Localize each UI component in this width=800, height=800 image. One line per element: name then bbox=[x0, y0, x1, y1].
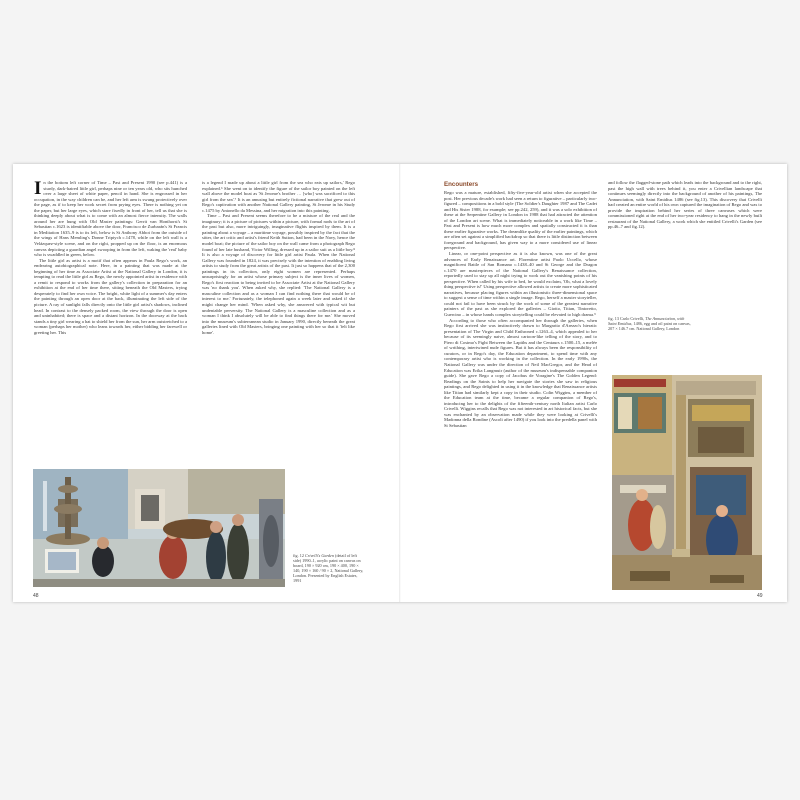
figure-title: The Annunciation, with Saint Emidius bbox=[608, 316, 685, 327]
figure-title: Crivelli's Garden bbox=[304, 553, 334, 558]
page-number-right: 49 bbox=[757, 593, 763, 599]
right-page-column-2 bbox=[608, 180, 762, 292]
paragraph: The little girl as artist is a motif that often appears in Paula Rego's work, an endearing autobiographical note. Here, in a painting that was made at the beginning of her time as Associate Artist at the National Gallery in London, it is tempting to read the little girl as Rego, the newly appointed artist in residence with a remit to respond to works from the gallery's collection in preparation for an exhibition at the end of her time there, sitting beneath the Old Masters, trying desperately to find her own voice. The bright, white light of a summer's day enters the painting through an open door at the back, illuminating the left side of the picture. A ray of sunlight falls directly onto the little girl artist's shadows, inclined head. In contrast to the densely packed room, the view through the door is open and uninhabited; there is space and a distant horizon. In the doorway at the back stands a tiny girl wearing a hat to shield her from the sun, her arm outstretched to a woman (perhaps her mother) who leans towards her, either bidding her farewell or greeting her. This bbox=[34, 257, 187, 335]
right-page-column-1 bbox=[444, 190, 597, 592]
figure-number: fig. 13 bbox=[608, 316, 619, 321]
figure-artist: Carlo Crivelli, bbox=[619, 316, 645, 321]
section-heading: Encounters bbox=[444, 181, 479, 188]
figure-detail: 1486, egg and oil paint on canvas, 207 × 146.7 cm. National Gallery, London bbox=[608, 321, 691, 332]
page-number-left: 48 bbox=[33, 593, 39, 599]
paragraph: and follow the flagged-stone path which leads into the background and to the right, past the high wall with trees behind it, you enter a Crivellian landscape that continues seemingly directly into the background of another of his paintings, The Annunciation, with Saint Emidius 1486 (see fig.13). This discovery that Crivelli had created an entire world of his own captured the imagination of Rego and was to provide the inspiration behind her series of three canvases which were commissioned right at the end of her two-year residency to hang in the newly built restaurant of the National Gallery, a work which she entitled Crivelli's Garden (see pp.46–7 and fig.12). bbox=[608, 180, 762, 230]
annunciation-image bbox=[612, 375, 762, 590]
left-page-column-2 bbox=[202, 180, 355, 456]
paragraph: Linear, or one-point perspective as it is also known, was one of the great advances of Early Renaissance art. Florentine artist Paolo Uccello, whose magnificent Battle of San Romano c.1438–40 and St George and the Dragon c.1470 are masterpieces of the National Gallery's Renaissance collection, reportedly used to stay up all night trying to work out the vanishing points of his perspective. When called by his wife to bed, he would exclaim, 'Oh, what a lovely thing perspective is!' Using perspective allowed artists to create more sophisticated narratives, because placing figures within an illusionistic three-dimensional space to suggest a sense of time within a single image. Rego, herself a master storyteller, could not fail to have been struck by the work of some of the greatest narrative painters of the past as she explored the galleries – Giotto, Titian, Tintoretto, Guercino – in whose hands complex storytelling could be elevated to high drama.⁹ bbox=[444, 251, 597, 318]
painting-illustration bbox=[33, 469, 285, 587]
figure-number: fig. 12 bbox=[293, 553, 304, 558]
right-figure-caption: fig. 13 Carlo Crivelli, The Annunciation, with Saint Emidius, 1486, egg and oil paint on canvas, 207 × 146.7 cm. National Gallery, London bbox=[608, 316, 691, 332]
paragraph: Rego was a mature, established, fifty-five-year-old artist when she accepted the post. Her previous decade's work had seen a return to figurative – particularly two-figured – compositions in a bold style (The Soldier's Daughter 1987 and The Cadet and His Sister 1988, for example; see pp.242, 259), and it was a solo exhibition of these at the Serpentine Gallery in London in 1988 that had attracted the attention of the London art scene. What is immediately noticeable in a work like Time – Past and Present is how much more complex and spatially constructed it is than these earlier figurative works. The dreamlike quality of the earlier paintings, which are often set against a simplified backdrop so that there is little distinction between foreground and background, has given way to a more considered use of linear perspective. bbox=[444, 190, 597, 251]
paragraph: n the bottom left corner of Time – Past and Present 1990 (see p.441) is a sturdy, dark-haired little girl, perhaps nine or ten years old, who sits hunched over a large sheet of white paper, pencil in hand. She is engrossed in her occupation, in the way children can be, and her left arm is swung protectively over the page, as if to keep her work secret from prying eyes. There is nothing yet on the paper, but her large eyes, which stare fixedly in front of her, tell us that she is thinking deeply about what is to come with an almost fierce intensity. The walls around her are hung with Old Master paintings: Gerrit van Honthorst's St Sebastian c.1623 is identifiable above the door, Francisco de Zurbarán's St Francis in Meditation 1635–9 is to its left, below is St Anthony Abbot from the outside of the wings of Hans Memling's Donne Triptych c.1478, while on the left wall is a Velázquez-style scene, and on the right, propped up on the floor, is an enormous canvas depicting a guardian angel swooping in from the left, waking the 'real' baby who is swaddled in green, below. bbox=[34, 180, 187, 258]
paragraph: According to those who often accompanied her through the galleries, when Rego first arrived she was instinctively drawn to Margarito d'Arezzo's hieratic presentation of The Virgin and Child Enthroned c.1263–4, which appealed to her because of its seemingly naive, almost cartoon-like telling of the story, and to Piero di Cosimo's Fight Between the Lapiths and the Centaurs c.1500–15, a melée of writhing, intertwined nude figures. But it has always been the responsibility of curators, or in Rego's day, the Education department, to spend time with any contemporary artist who is working in the collection. In the early 1990s, the National Gallery was under the direction of Neil MacGregor, and the Head of Education was Erika Langmuir (author of the museum's indispensable companion guide). She gave Rego a copy of Jacobus de Voragine's The Golden Legend: Readings on the Saints to help her navigate the stories she saw in religious paintings, and Rego delighted in using it in the knowledge that Renaissance artists like Titian had similarly kept a copy in their studio. Colin Wiggins, a member of the Education team at the time, became a regular companion of Rego's, introducing her to the delights of the fifteenth-century north Italian artist Carlo Crivelli. Wiggins recalls that Rego was not interested in art historical facts, but she was enchanted by an observation made while they were looking at Crivelli's Madonna della Rondine (Ascoli after 1490) if you look into the predella panel with St Sebastian bbox=[444, 317, 597, 428]
left-figure-caption bbox=[293, 553, 365, 584]
crivellis-garden-image bbox=[33, 469, 285, 587]
figure-detail: (detail of left side) 1990–1, acrylic paint on canvas on board, 190 × 920 cm, 190 × 400, 190 × 140, 190 × 160 / 90 × 2, National Gallery, London. Presented by English Estates, 1991 bbox=[293, 553, 364, 584]
page-gutter bbox=[399, 164, 401, 602]
drop-cap: I bbox=[34, 180, 42, 199]
paragraph: is a legend I made up about a little girl from the sea who eats up sailors,' Rego explained.⁶ She went on to identify the figure of the sailor boy painted on the left wall above the model boat as 'St Jerome's brother … [who] was sacrificed to this girl from the sea'.⁷ It is an amusing but entirely fictional narrative that grew out of Rego's captivation with another National Gallery painting, St Jerome in his Study c.1475 by Antonello da Messina, and her migration into this painting. bbox=[202, 180, 355, 213]
painting-illustration bbox=[612, 375, 762, 590]
left-page-column-1 bbox=[34, 180, 187, 456]
paragraph: Time – Past and Present seems therefore to be a mixture of the real and the imaginary; it is a picture of pictures within a picture, with formal nods to the art of the past but also, more intriguingly, imaginative flights inspired by them. It is a painting about a voyage – a maritime voyage, possibly inspired by the fact that the sitter, the art critic and artist's friend Keith Sutton, had been in the Navy, hence the model boat; the picture of the sailor boy on the wall came from a photograph Rego found of her late husband, Victor Willing, dressed up in a sailor suit as a little boy.⁸ It is also a voyage of discovery for little girl artist Paula. When the National Gallery was founded in 1824, it was precisely with the intention of enabling living artists to study from the great artists of the past. It just so happens that of the 2,300 paintings in its collection, only eight women are represented. Perhaps unsurprisingly for an artist whose primary subject is the inner lives of women, Rego's first reaction to being invited to be Associate Artist at the National Gallery was 'no thank you'. When asked why, she replied: 'The National Gallery is a masculine collection and as a woman I can find nothing there that would be of interest to me.' Fortunately, the telephoned again a week later and asked if she might change her mind. 'When asked why, she answered with typical wit but undeniable perversity. The National Gallery is a masculine collection and as a woman I think I absolutely will be able to find things there for me.' She moved into the museum's subterranean studio in January 1990, directly beneath the great galleries lined with Old Masters, bringing one painting with her so that it 'felt like home'. bbox=[202, 213, 355, 335]
